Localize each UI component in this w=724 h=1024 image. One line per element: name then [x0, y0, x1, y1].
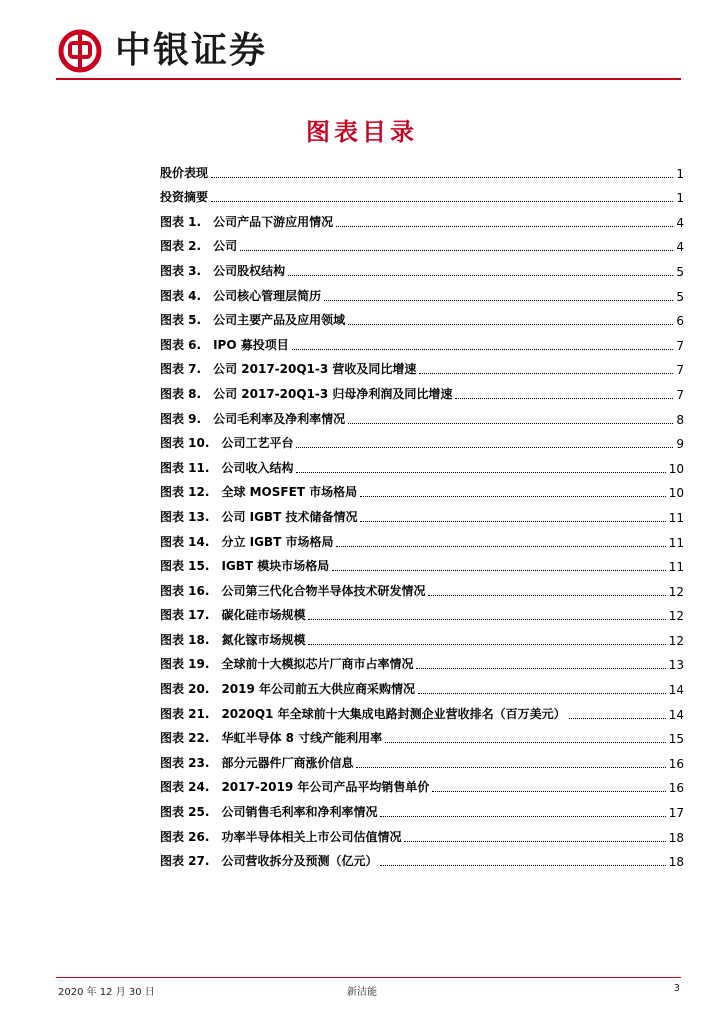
toc-entry[interactable]	[160, 623, 684, 648]
toc-entry-title	[160, 360, 416, 377]
toc-entry-page: 8	[676, 412, 684, 427]
dot-leader	[356, 766, 665, 768]
dot-leader	[308, 643, 665, 645]
toc-entry[interactable]	[160, 279, 684, 304]
toc-entry-number: 图表 13.	[160, 509, 210, 524]
toc-entry-page: 17	[668, 806, 684, 821]
toc-entry-number: 图表 1.	[160, 214, 202, 229]
toc-entry-page: 7	[676, 338, 684, 353]
toc-entry-title	[160, 434, 293, 451]
toc-entry-page: 4	[676, 240, 684, 255]
toc-entry-number: 图表 15.	[160, 559, 210, 574]
toc-entry[interactable]	[160, 230, 684, 255]
toc-entry-number: 图表 21.	[160, 706, 210, 721]
toc-entry-title	[160, 262, 285, 279]
dot-leader	[332, 569, 665, 571]
toc-entry[interactable]	[160, 697, 684, 722]
toc-entry-page: 13	[668, 658, 684, 673]
dot-leader	[288, 274, 673, 276]
toc-entry-label: 公司 2017-20Q1-3 营收及同比增速	[213, 362, 417, 377]
dot-leader	[336, 225, 673, 227]
toc-entry-number: 图表 22.	[160, 731, 210, 746]
footer-page-number: 3	[673, 983, 680, 994]
toc-entry-page: 6	[676, 314, 684, 329]
toc-entry-page: 4	[676, 215, 684, 230]
toc-list	[160, 156, 684, 869]
toc-entry-title	[160, 410, 345, 427]
toc-entry-label: 公司毛利率及净利率情况	[213, 411, 346, 426]
dot-leader	[455, 397, 673, 399]
toc-entry-page: 16	[668, 756, 684, 771]
toc-entry-title	[160, 237, 237, 254]
toc-entry-page: 5	[676, 289, 684, 304]
bank-of-china-logo-icon	[58, 29, 102, 73]
toc-entry-number: 图表 7.	[160, 362, 202, 377]
toc-entry-label: 公司产品下游应用情况	[213, 214, 334, 229]
toc-entry[interactable]	[160, 156, 684, 181]
toc-entry-page: 10	[668, 461, 684, 476]
footer-divider	[56, 977, 681, 978]
toc-entry-page: 15	[668, 732, 684, 747]
toc-entry-page: 18	[668, 855, 684, 870]
toc-entry-title	[160, 164, 208, 181]
toc-entry[interactable]	[160, 328, 684, 353]
dot-leader	[211, 200, 673, 202]
toc-entry[interactable]	[160, 845, 684, 870]
toc-entry-number: 图表 6.	[160, 337, 202, 352]
toc-entry-page: 9	[676, 437, 684, 452]
footer-date: 2020 年 12 月 30 日	[58, 987, 155, 998]
toc-entry-page: 11	[668, 560, 684, 575]
toc-entry-label: 公司核心管理层简历	[213, 288, 322, 303]
dot-leader	[404, 840, 665, 842]
toc-entry-page: 18	[668, 830, 684, 845]
dot-leader	[336, 545, 665, 547]
page-header	[0, 0, 724, 90]
dot-leader	[385, 741, 666, 743]
toc-entry[interactable]	[160, 672, 684, 697]
toc-entry[interactable]	[160, 574, 684, 599]
toc-entry[interactable]	[160, 402, 684, 427]
dot-leader	[380, 815, 665, 817]
toc-entry-number: 图表 19.	[160, 657, 210, 672]
toc-entry-label: 投资摘要	[160, 190, 209, 205]
toc-entry-page: 5	[676, 264, 684, 279]
toc-entry-page: 1	[676, 166, 684, 181]
toc-entry-title	[160, 754, 353, 771]
header-divider	[56, 78, 681, 80]
dot-leader	[348, 323, 673, 325]
brand-name: 中银证券	[115, 29, 268, 71]
toc-entry-label: 股价表现	[160, 165, 209, 180]
toc-entry[interactable]	[160, 648, 684, 673]
toc-entry-number: 图表 20.	[160, 682, 210, 697]
toc-entry[interactable]	[160, 550, 684, 575]
toc-entry-title	[160, 287, 321, 304]
toc-entry-number: 图表 25.	[160, 805, 210, 820]
toc-entry-number: 图表 14.	[160, 534, 210, 549]
toc-entry-label: 公司主要产品及应用领域	[213, 313, 346, 328]
toc-entry-label: 公司工艺平台	[221, 436, 294, 451]
dot-leader	[418, 692, 666, 694]
toc-entry-number: 图表 18.	[160, 632, 210, 647]
toc-entry-label: 公司销售毛利率和净利率情况	[221, 805, 378, 820]
toc-entry[interactable]	[160, 795, 684, 820]
dot-leader	[419, 372, 673, 374]
toc-entry-label: 氮化镓市场规模	[221, 632, 306, 647]
dot-leader	[308, 618, 665, 620]
toc-entry-title	[160, 508, 357, 525]
toc-entry-page: 12	[668, 609, 684, 624]
dot-leader	[296, 446, 673, 448]
toc-entry-number: 图表 27.	[160, 854, 210, 869]
toc-entry-title	[160, 582, 425, 599]
toc-entry-page: 7	[676, 363, 684, 378]
toc-entry[interactable]	[160, 427, 684, 452]
toc-entry[interactable]	[160, 476, 684, 501]
toc-entry-page: 14	[668, 707, 684, 722]
toc-entry-number: 图表 5.	[160, 313, 202, 328]
toc-entry-label: 分立 IGBT 市场格局	[221, 534, 334, 549]
toc-entry-label: 公司股权结构	[213, 263, 286, 278]
toc-entry[interactable]	[160, 304, 684, 329]
toc-entry-number: 图表 11.	[160, 460, 210, 475]
toc-entry-title	[160, 631, 305, 648]
toc-entry-number: 图表 23.	[160, 755, 210, 770]
toc-entry-number: 图表 16.	[160, 583, 210, 598]
toc-entry-label: IPO 募投项目	[213, 337, 289, 352]
dot-leader	[569, 717, 666, 719]
toc-entry-title	[160, 705, 566, 722]
dot-leader	[211, 176, 673, 178]
toc-entry-number: 图表 26.	[160, 829, 210, 844]
toc-entry[interactable]	[160, 771, 684, 796]
toc-entry-label: 公司营收拆分及预测（亿元）	[221, 854, 378, 869]
toc-entry-label: 华虹半导体 8 寸线产能利用率	[221, 731, 383, 746]
toc-entry-title	[160, 557, 329, 574]
toc-entry-title	[160, 828, 401, 845]
toc-entry-title	[160, 606, 305, 623]
toc-entry-number: 图表 9.	[160, 411, 202, 426]
toc-entry-page: 12	[668, 584, 684, 599]
toc-entry-title	[160, 680, 415, 697]
footer-company: 新洁能	[347, 987, 377, 998]
toc-entry-title	[160, 213, 333, 230]
toc-entry-page: 11	[668, 510, 684, 525]
toc-entry-title	[160, 803, 377, 820]
toc-entry-title	[160, 336, 289, 353]
toc-entry[interactable]	[160, 254, 684, 279]
dot-leader	[240, 249, 673, 251]
toc-entry-title	[160, 778, 429, 795]
toc-entry-label: 公司第三代化合物半导体技术研发情况	[221, 583, 426, 598]
toc-entry-label: IGBT 模块市场格局	[221, 559, 330, 574]
toc-entry-number: 图表 8.	[160, 386, 202, 401]
toc-entry-title	[160, 655, 413, 672]
page-title: 图表目录	[306, 118, 418, 146]
toc-entry-title	[160, 385, 452, 402]
toc-entry[interactable]	[160, 599, 684, 624]
toc-entry-label: 2020Q1 年全球前十大集成电路封测企业营收排名（百万美元）	[221, 706, 566, 721]
toc-entry[interactable]	[160, 500, 684, 525]
toc-entry-label: 全球前十大模拟芯片厂商市占率情况	[221, 657, 414, 672]
toc-entry-page: 16	[668, 781, 684, 796]
toc-entry-title	[160, 729, 382, 746]
toc-entry-page: 11	[668, 535, 684, 550]
toc-entry-page: 14	[668, 683, 684, 698]
toc-entry[interactable]	[160, 722, 684, 747]
toc-entry-number: 图表 10.	[160, 436, 210, 451]
toc-entry-label: 功率半导体相关上市公司估值情况	[221, 829, 402, 844]
toc-entry-number: 图表 24.	[160, 780, 210, 795]
toc-entry-number: 图表 4.	[160, 288, 202, 303]
toc-entry-title	[160, 533, 333, 550]
toc-entry[interactable]	[160, 181, 684, 206]
toc-entry-number: 图表 3.	[160, 263, 202, 278]
toc-entry[interactable]	[160, 746, 684, 771]
dot-leader	[432, 790, 665, 792]
dot-leader	[292, 348, 674, 350]
toc-entry-label: 2019 年公司前五大供应商采购情况	[221, 682, 416, 697]
toc-entry-page: 7	[676, 387, 684, 402]
toc-entry-label: 部分元器件厂商涨价信息	[221, 755, 354, 770]
toc-entry[interactable]	[160, 525, 684, 550]
toc-entry-title	[160, 188, 208, 205]
dot-leader	[348, 422, 673, 424]
toc-entry-page: 12	[668, 633, 684, 648]
dot-leader	[360, 495, 666, 497]
toc-entry-title	[160, 311, 345, 328]
dot-leader	[416, 667, 665, 669]
toc-entry[interactable]	[160, 205, 684, 230]
toc-entry-label: 2017-2019 年公司产品平均销售单价	[221, 780, 430, 795]
toc-entry-label: 碳化硅市场规模	[221, 608, 306, 623]
toc-entry-title	[160, 852, 377, 869]
dot-leader	[360, 520, 665, 522]
dot-leader	[380, 864, 665, 866]
toc-entry-label: 公司	[213, 239, 238, 254]
toc-entry[interactable]	[160, 377, 684, 402]
toc-entry-number: 图表 17.	[160, 608, 210, 623]
toc-entry-label: 公司收入结构	[221, 460, 294, 475]
dot-leader	[296, 471, 665, 473]
toc-entry-page: 1	[676, 191, 684, 206]
toc-entry-label: 公司 2017-20Q1-3 归母净利润及同比增速	[213, 386, 453, 401]
toc-entry-label: 全球 MOSFET 市场格局	[221, 485, 358, 500]
toc-entry-title	[160, 483, 357, 500]
toc-entry[interactable]	[160, 353, 684, 378]
toc-entry[interactable]	[160, 820, 684, 845]
toc-entry-page: 10	[668, 486, 684, 501]
toc-entry-title	[160, 459, 293, 476]
toc-entry-label: 公司 IGBT 技术储备情况	[221, 509, 358, 524]
dot-leader	[428, 594, 665, 596]
toc-entry-number: 图表 12.	[160, 485, 210, 500]
dot-leader	[324, 299, 673, 301]
toc-entry[interactable]	[160, 451, 684, 476]
toc-entry-number: 图表 2.	[160, 239, 202, 254]
